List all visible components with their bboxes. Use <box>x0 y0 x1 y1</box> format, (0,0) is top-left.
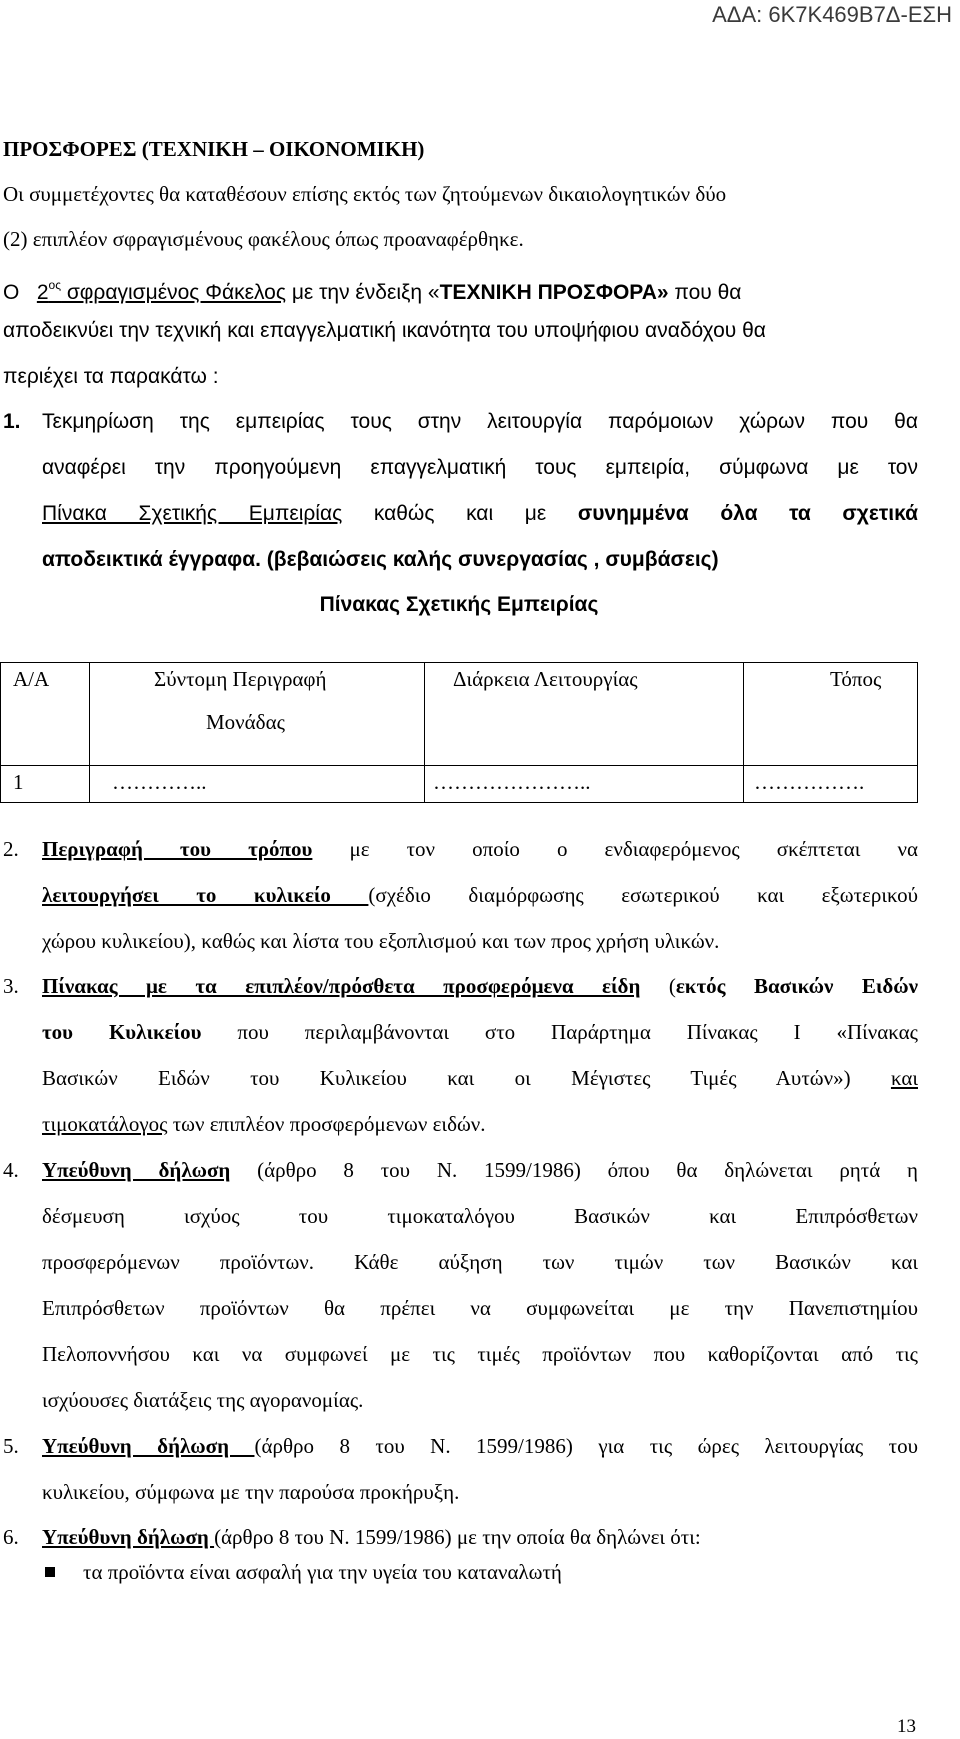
section-title: ΠΡΟΣΦΟΡΕΣ (ΤΕΧΝΙΚΗ – ΟΙΚΟΝΟΜΙΚΗ) <box>3 137 425 161</box>
item-3-line-4: τιμοκατάλογος των επιπλέον προσφερόμενων ειδών. <box>42 1112 486 1136</box>
item-2-line-3: χώρου κυλικείου), καθώς και λίστα του εξοπλισμού και των προς χρήση υλικών. <box>42 929 720 953</box>
intro-line-1: Οι συμμετέχοντες θα καταθέσουν επίσης εκτός των ζητούμενων δικαιολογητικών δύο <box>3 182 727 206</box>
item-5-line-1: Υπεύθυνη δήλωση (άρθρο 8 του Ν. 1599/1986) για τις ώρες λειτουργίας του <box>42 1434 918 1458</box>
item-5-number: 5. <box>3 1434 19 1458</box>
item-4-line-1: Υπεύθυνη δήλωση (άρθρο 8 του Ν. 1599/1986) όπου θα δηλώνεται ρητά η <box>42 1158 918 1182</box>
envelope-paragraph-line-2: αποδεικνύει την τεχνική και επαγγελματική ικανότητα του υποψήφιου αναδόχου θα <box>3 319 766 342</box>
item-3-number: 3. <box>3 974 19 998</box>
bullet-item: τα προϊόντα είναι ασφαλή για την υγεία του καταναλωτή <box>83 1560 562 1584</box>
item-1-number: 1. <box>3 410 21 433</box>
table-row <box>1 766 918 803</box>
item-2-line-2: λειτουργήσει το κυλικείο (σχέδιο διαμόρφωσης εσωτερικού και εξωτερικού <box>42 883 918 907</box>
envelope-paragraph-line-1: Ο $2^{o\varsigma}$ σφραγισμένος Φάκελος με την ένδειξη «ΤΕΧΝΙΚΗ ΠΡΟΣΦΟΡΑ» που θα <box>3 278 742 304</box>
item-4-line-4: Επιπρόσθετων προϊόντων θα πρέπει να συμφωνείται με την Πανεπιστημίου <box>42 1296 918 1320</box>
ada-code: ΑΔΑ: 6Κ7Κ469Β7Δ-ΕΣΗ <box>712 2 952 27</box>
envelope-number: $2^{o\varsigma}$ σφραγισμένος Φάκελος <box>36 278 286 304</box>
cell-aa: 1 <box>1 766 90 803</box>
intro-line-2: (2) επιπλέον σφραγισμένους φακέλους όπως προαναφέρθηκε. <box>3 227 524 251</box>
item-4-number: 4. <box>3 1158 19 1182</box>
header-location: Τόπος <box>744 663 918 766</box>
envelope-paragraph-line-3: περιέχει τα παρακάτω : <box>3 365 219 388</box>
item-6-number: 6. <box>3 1525 19 1549</box>
header-description: Σύντομη Περιγραφή Μονάδας <box>90 663 425 766</box>
article-o: Ο <box>3 281 20 304</box>
item-2-number: 2. <box>3 837 19 861</box>
item-5-line-2: κυλικείου, σύμφωνα με την παρούσα προκήρυξη. <box>42 1480 460 1504</box>
header-aa: Α/Α <box>1 663 90 766</box>
item-3-line-3: Βασικών Ειδών του Κυλικείου και οι Μέγιστες Τιμές Αυτών») και <box>42 1066 918 1090</box>
technical-offer-label: ΤΕΧΝΙΚΗ ΠΡΟΣΦΟΡΑ» <box>439 281 669 304</box>
item-4-line-6: ισχύουσες διατάξεις της αγορανομίας. <box>42 1388 364 1412</box>
item-4-line-2: δέσμευση ισχύος του τιμοκαταλόγου Βασικών και Επιπρόσθετων <box>42 1204 918 1228</box>
item-2-line-1: Περιγραφή του τρόπου με τον οποίο ο ενδιαφερόμενος σκέπτεται να <box>42 837 918 861</box>
item-4-line-5: Πελοποννήσου και να συμφωνεί με τις τιμές προϊόντων που καθορίζονται από τις <box>42 1342 918 1366</box>
square-bullet-icon <box>45 1567 55 1577</box>
item-1-line-3: Πίνακα Σχετικής Εμπειρίας καθώς και με συνημμένα όλα τα σχετικά <box>42 502 918 525</box>
item-1-line-1: Τεκμηρίωση της εμπειρίας τους στην λειτουργία παρόμοιων χώρων που θα <box>42 410 918 433</box>
page-number: 13 <box>897 1716 916 1737</box>
experience-table-title: Πίνακας Σχετικής Εμπειρίας <box>319 593 599 616</box>
item-1-line-2: αναφέρει την προηγούμενη επαγγελματική τους εμπειρία, σύμφωνα με τον <box>42 456 918 479</box>
item-4-line-3: προσφερόμενων προϊόντων. Κάθε αύξηση των τιμών των Βασικών και <box>42 1250 918 1274</box>
experience-table <box>0 662 918 803</box>
header-duration: Διάρκεια Λειτουργίας <box>425 663 744 766</box>
item-3-line-1: Πίνακας με τα επιπλέον/πρόσθετα προσφερόμενα είδη (εκτός Βασικών Ειδών <box>42 974 918 998</box>
item-1-line-4: αποδεικτικά έγγραφα. (βεβαιώσεις καλής συνεργασίας , συμβάσεις) <box>42 548 719 571</box>
cell-location: ……………. <box>744 766 918 803</box>
experience-table-reference: Πίνακα Σχετικής Εμπειρίας <box>42 502 343 525</box>
table-header-row <box>1 663 918 766</box>
cell-description: ………….. <box>90 766 425 803</box>
cell-duration: ………………….. <box>425 766 744 803</box>
item-6-line-1: Υπεύθυνη δήλωση (άρθρο 8 του Ν. 1599/1986) με την οποία θα δηλώνει ότι: <box>42 1525 701 1549</box>
item-3-line-2: του Κυλικείου που περιλαμβάνονται στο Παράρτημα Πίνακας Ι «Πίνακας <box>42 1020 919 1044</box>
